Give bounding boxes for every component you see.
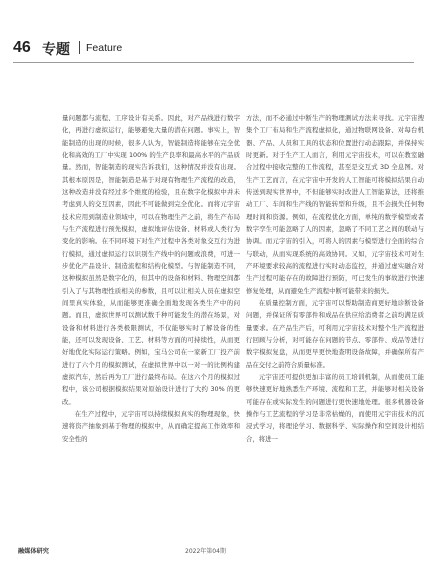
- header-separator: [79, 41, 80, 54]
- section-title-cn: 专题: [42, 42, 70, 58]
- paragraph: 方法，而不必通过中断生产的物理测试方法来寻找。元宇宙搜集个工厂布局和生产流程虚拟化，通过物联网设备、对每台机器、产品、人员和工具的状态和位置进行动态跟踪，并保持实时更新。对于生产工人而言，利用元宇宙技术，可以在教室融合过程中接收完整的工作流程，甚至是交互式 3D 全息图。对生产工艺而言，在元宇宙中开发的人工智能可将模拟结果自动传送到现实世界中，不但能够实时改进人工智能算法，还将推动工厂、车间和生产线的智能转型和升级，且不会损失任何物理时间和资源。例如，在流程优化方面，单纯的数学模型或者数字孪生可能忽略了人的因素，忽略了不同工艺之间的联动与协调。而元宇宙的引入，可将人的因素与模型进行全面的综合与联动，从而实现系统的高效协同。又如，元宇宙技术可对生产环境要求较高的流程进行实时动态监控，并通过虚实融合对生产过程可能存在的故障进行预防，可已发生的事故进行快速修复处理，从而避免生产流程中断可能带来的损失。: [246, 114, 424, 295]
- right-column: [246, 112, 424, 445]
- header-rule: [13, 62, 414, 63]
- issue-label: 2022年第04期: [185, 548, 226, 555]
- section-title-en: Feature: [86, 42, 123, 54]
- page-footer: [0, 546, 427, 566]
- page-number: 46: [13, 39, 31, 56]
- paragraph: 在质量控制方面，元宇宙可以帮助制造商更好地诊断设备问题，并保证所有零部件和成品在供应给消费者之前均满足质量要求。在产品生产后，可利用元宇宙技术对整个生产流程进行回顾与分析，对可能存在问题的节点、零部件、成品等进行数字模拟复盘，从而更早更快地查明设备故障，并确保所有产品在交付之前符合质量标准。: [246, 298, 424, 369]
- paragraph: 在生产过程中，元宇宙可以持续模拟真实的物理现象，快速将资产抽象到基于物理的模拟中，从而确定提高工作效率和安全性的: [62, 409, 240, 443]
- publication-name: 融媒体研究: [18, 548, 49, 555]
- paragraph: 元宇宙还可提供更加丰富的员工培训机制，从而使员工能够快速更好地熟悉生产环境、流程和工艺，并能够对相关设备可能存在或实际发生的问题进行更快速地处理。很多机器设备操作与工艺流程的学习是非常枯燥的，而使用元宇宙技术的沉浸式学习，将理论学习、数据科学、实际操作和空间设计相结合，将进一: [246, 372, 424, 443]
- paragraph: 量问题都与流程、工序设计有关系。因此，对产品线进行数字化，再进行虚拟运行，能够避免大量的潜在问题。事实上，智能制造的出现的时候，很多人认为，智能制造将能够在完全优化和高效的工厂中实现 100% 的生产良率和最高水平的产品质量。然而，智能制造的现实告诉我们，这种情况并没有出现。其根本原因是，智能制造是基于对现有物理生产流程的改造，这种改造并没有经过多个维度的检验，且在数字化模拟中并未考虑到人的交互因素，因此不可能做到完全优化。而将元宇宙技术应用到制造业领域中，可以在物理生产之前，将生产布局与生产流程进行预先模拟，虚拟地评估设备、材料或人类行为变化的影响。在不同环境下对生产过程中各类对象交互行为进行模拟，通过虚拟运行以识别生产线中的问题或浪费，可进一步优化产品设计、制造流程和结构化模型。与智能制造不同，这种模拟虽然是数字化的，但其中的设备和材料、物理空间都引入了与其物理性质相关的参数，且可以让相关人员在虚拟空间里真实体验，从而能够更准确全面地发现各类生产中的问题。而且，虚拟世界可以测试数千种可能发生的潜在场景，对设备和材料进行各类极限测试，不仅能够实时了解设备的性能，还可以发现设备、工艺、材料等方面的可持续性，从而更好地优化实际运行策略。例如，宝马公司在一家新工厂投产前进行了六个月的模拟测试，在虚拟世界中以一对一的比例构建虚拟汽车，然后再为工厂进行最终布局。在这六个月的模拟过程中，该公司根据模拟结果对原始设计进行了大约 30% 的更改。: [62, 114, 240, 406]
- left-column: [62, 112, 240, 445]
- page-header: [0, 0, 427, 64]
